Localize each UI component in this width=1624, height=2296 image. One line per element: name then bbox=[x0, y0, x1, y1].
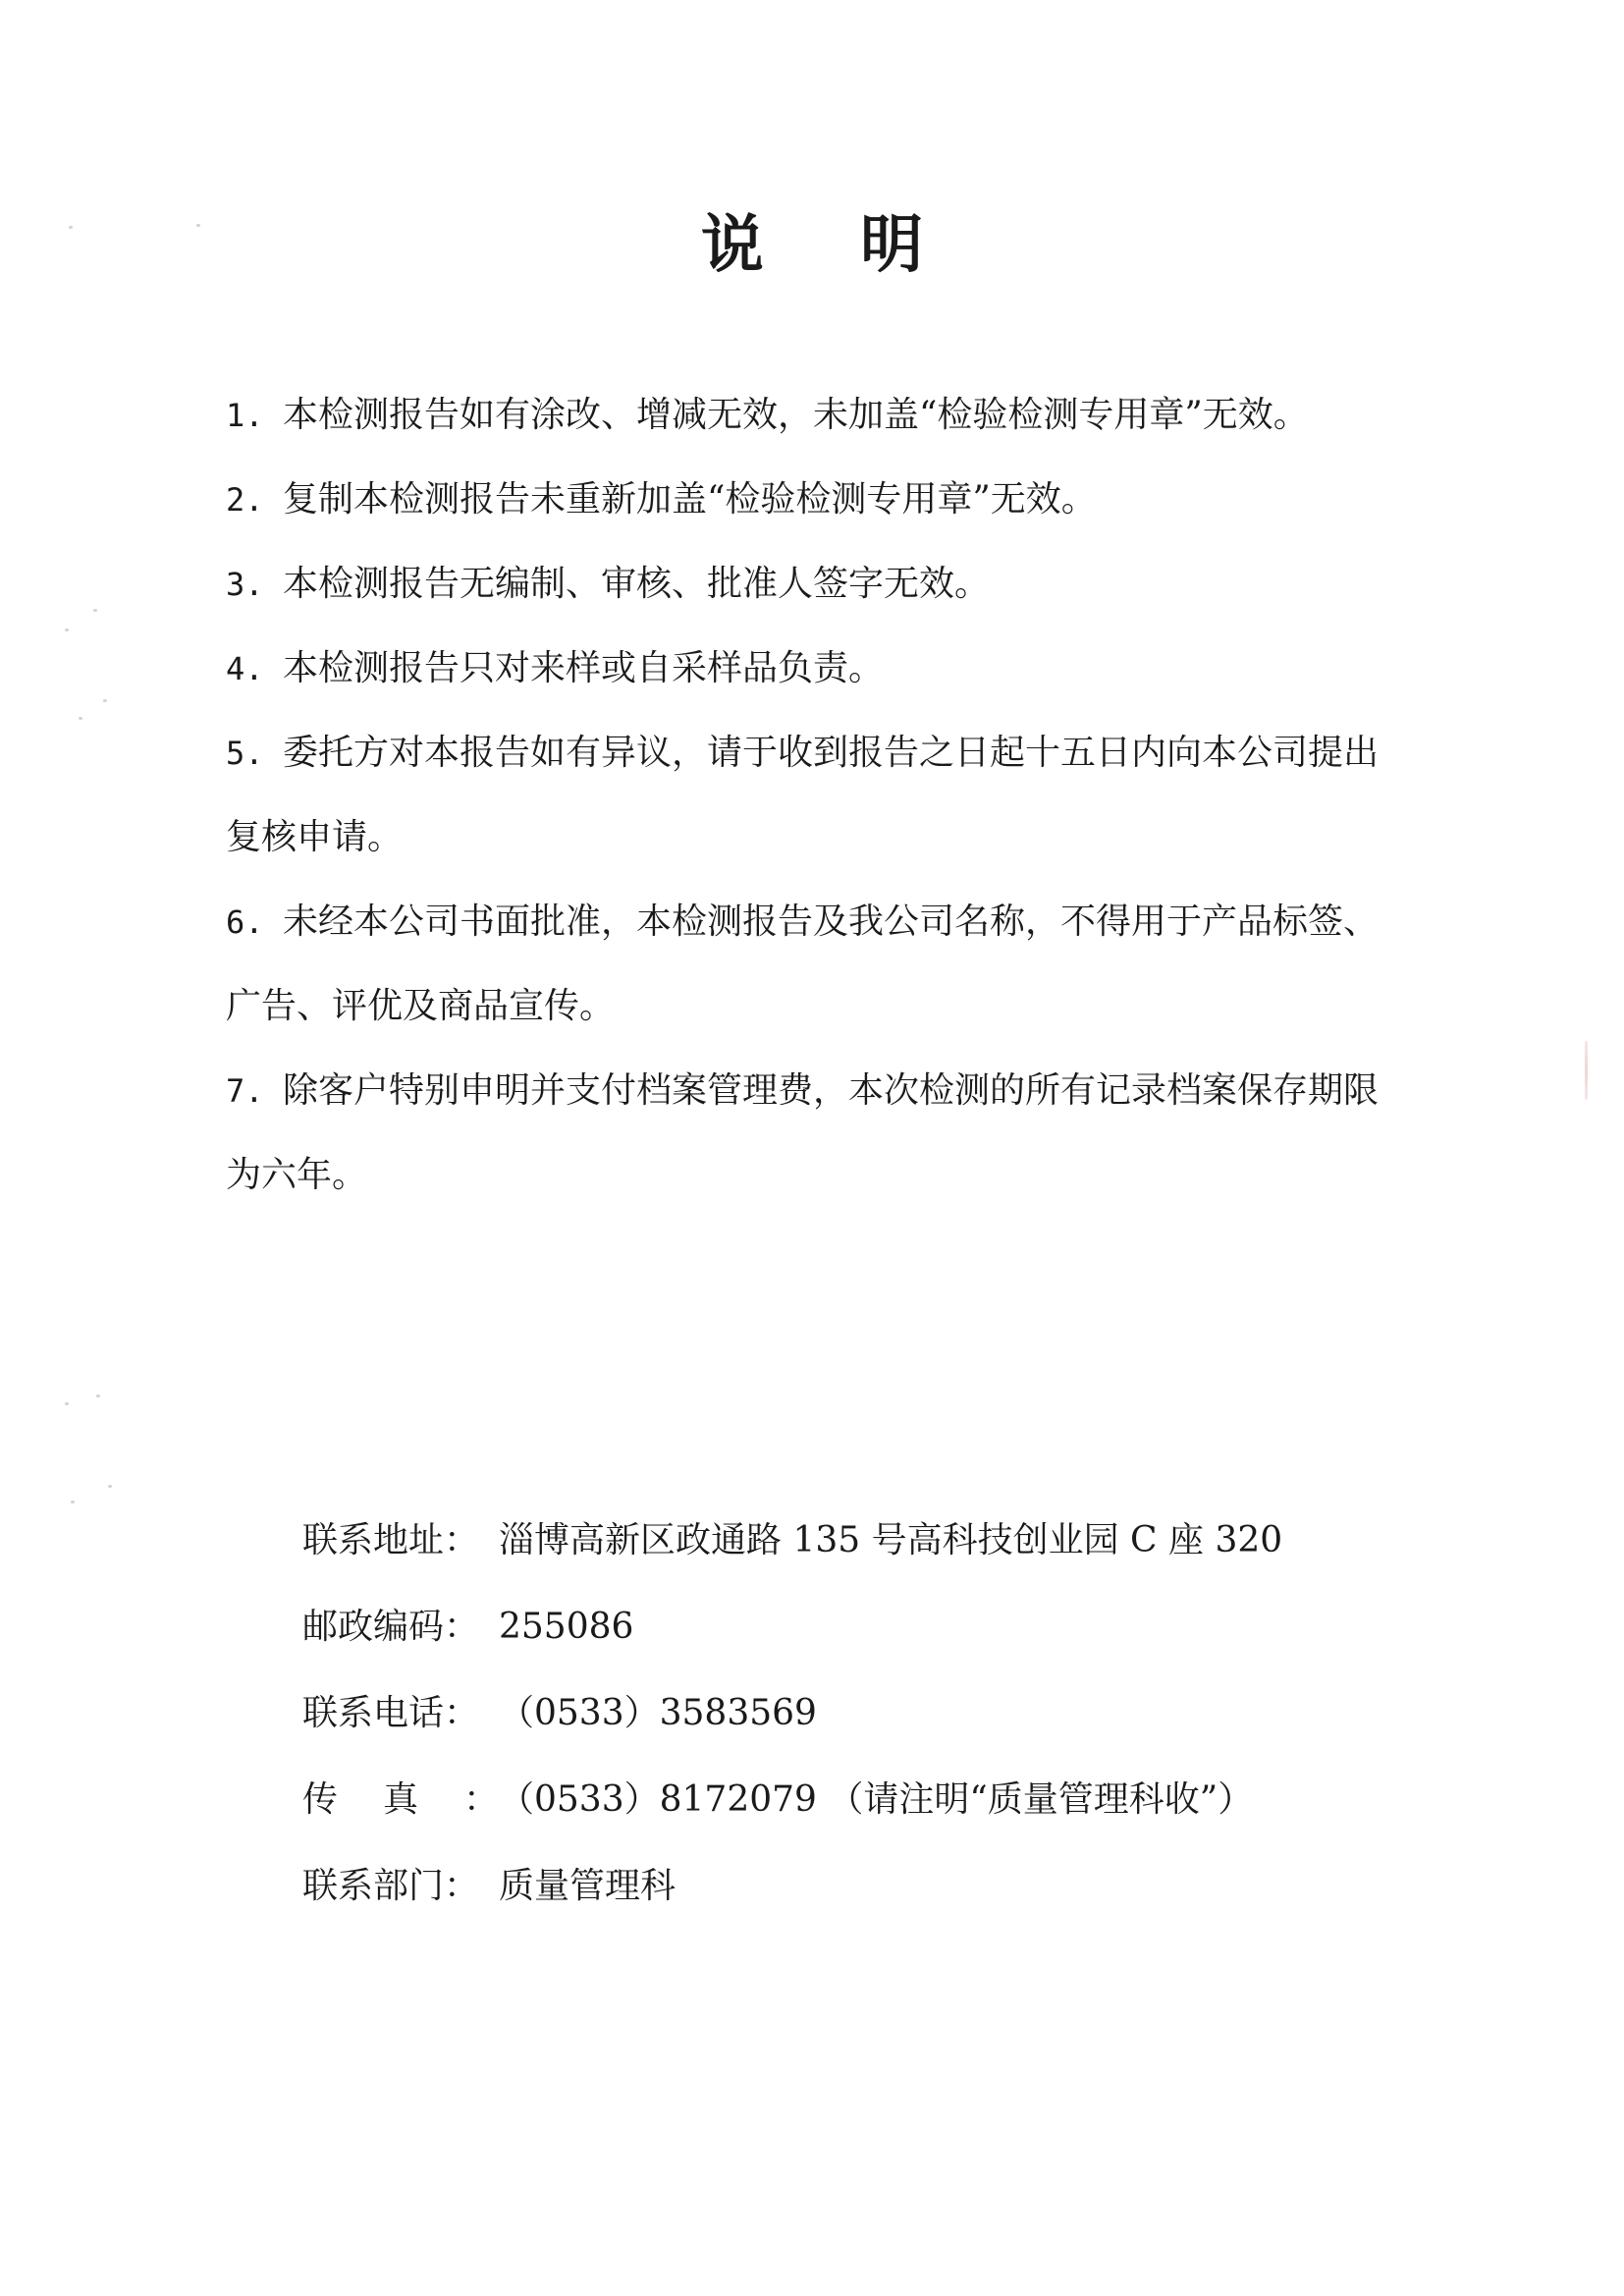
note-number: 2. bbox=[226, 481, 264, 519]
scan-speck bbox=[196, 224, 200, 227]
note-item bbox=[226, 711, 1492, 880]
note-text-continued: 复核申请。 bbox=[226, 817, 404, 857]
note-text: 委托方对本报告如有异议，请于收到报告之日起十五日内向本公司提出 bbox=[283, 733, 1380, 773]
page-title: 说 明 bbox=[700, 209, 961, 282]
contact-address-value: 淄博高新区政通路 135 号高科技创业园 C 座 320 bbox=[499, 1520, 1283, 1560]
note-item bbox=[226, 542, 1492, 627]
scan-speck bbox=[108, 1485, 112, 1488]
note-text: 本检测报告如有涂改、增减无效，未加盖“检验检测专用章”无效。 bbox=[283, 395, 1309, 435]
notes-list bbox=[226, 373, 1492, 1218]
scan-speck bbox=[69, 226, 73, 229]
note-item bbox=[226, 373, 1492, 458]
contact-postcode bbox=[302, 1584, 1481, 1670]
scan-speck bbox=[65, 629, 69, 631]
contact-department bbox=[302, 1843, 1481, 1930]
scan-speck bbox=[79, 717, 82, 720]
note-text-continued: 广告、评优及商品宣传。 bbox=[226, 986, 616, 1026]
note-number: 6. bbox=[226, 903, 264, 941]
contact-phone-value: （0533）3583569 bbox=[499, 1693, 817, 1733]
note-number: 3. bbox=[226, 566, 264, 603]
contact-department-label: 联系部门： bbox=[302, 1866, 480, 1906]
contact-info bbox=[302, 1498, 1481, 1930]
contact-fax-value: （0533）8172079 （请注明“质量管理科收”） bbox=[499, 1779, 1254, 1820]
note-item bbox=[226, 880, 1492, 1049]
note-item bbox=[226, 1049, 1492, 1218]
scan-speck bbox=[103, 699, 107, 702]
contact-fax-label: 传真： bbox=[302, 1779, 499, 1820]
contact-postcode-value: 255086 bbox=[499, 1607, 634, 1647]
note-number: 7. bbox=[226, 1072, 264, 1110]
contact-fax bbox=[302, 1757, 1481, 1843]
note-text-continued: 为六年。 bbox=[226, 1155, 368, 1195]
contact-address bbox=[302, 1498, 1481, 1584]
note-item bbox=[226, 458, 1492, 542]
note-number: 1. bbox=[226, 397, 264, 434]
scan-edge-mark bbox=[1585, 1041, 1588, 1100]
note-text: 除客户特别申明并支付档案管理费，本次检测的所有记录档案保存期限 bbox=[283, 1070, 1380, 1111]
contact-phone bbox=[302, 1670, 1481, 1757]
contact-phone-label: 联系电话： bbox=[302, 1693, 480, 1733]
note-text: 复制本检测报告未重新加盖“检验检测专用章”无效。 bbox=[283, 479, 1097, 519]
note-text: 本检测报告无编制、审核、批准人签字无效。 bbox=[283, 564, 991, 604]
note-item bbox=[226, 627, 1492, 711]
note-text: 未经本公司书面批准，本检测报告及我公司名称，不得用于产品标签、 bbox=[283, 902, 1380, 942]
note-number: 4. bbox=[226, 650, 264, 687]
scan-speck bbox=[93, 609, 97, 612]
contact-address-label: 联系地址： bbox=[302, 1520, 480, 1560]
scan-speck bbox=[96, 1394, 100, 1397]
contact-department-value: 质量管理科 bbox=[499, 1866, 677, 1906]
note-number: 5. bbox=[226, 735, 264, 772]
scan-speck bbox=[71, 1501, 75, 1503]
note-text: 本检测报告只对来样或自采样品负责。 bbox=[283, 648, 885, 688]
scan-speck bbox=[65, 1402, 69, 1405]
contact-postcode-label: 邮政编码： bbox=[302, 1607, 480, 1647]
